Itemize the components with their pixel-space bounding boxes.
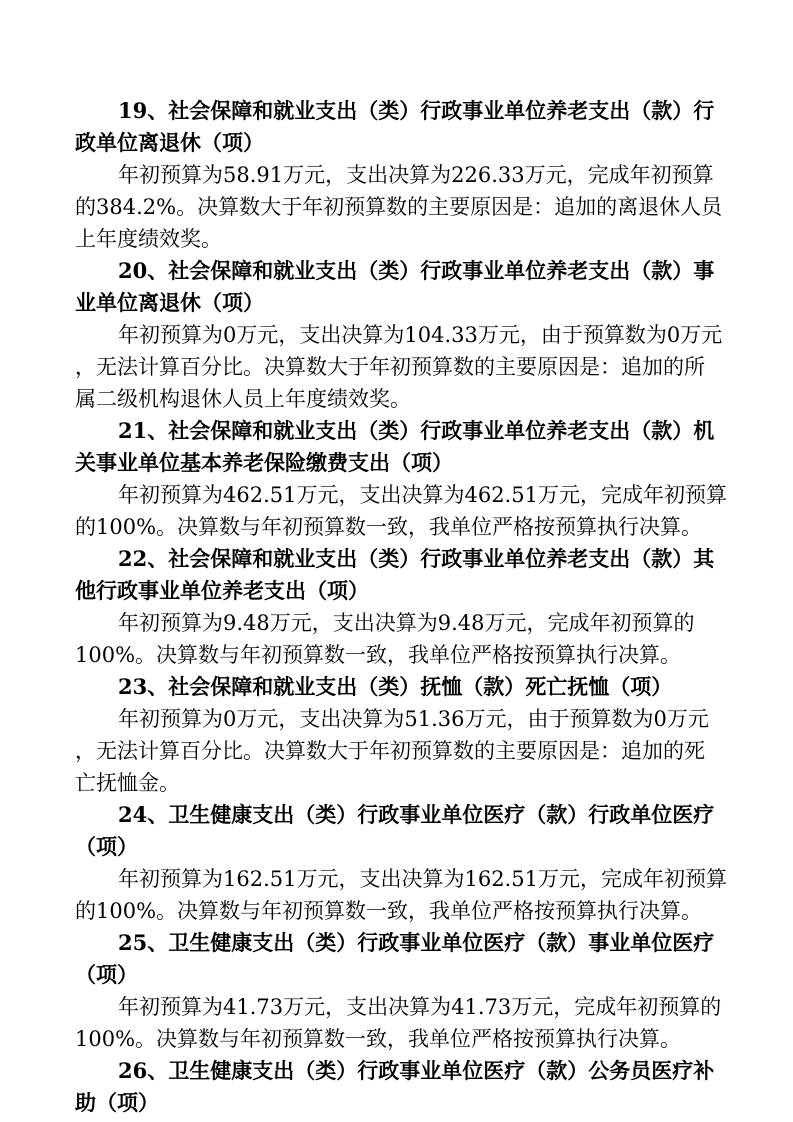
section-heading: 23、社会保障和就业支出（类）抚恤（款）死亡抚恤（项）	[118, 674, 673, 699]
paragraph-line: 100%。决算数与年初预算数一致，我单位严格按预算执行决算。	[75, 643, 682, 667]
section-heading-continuation: （项）	[75, 834, 138, 859]
paragraph-line: 亡抚恤金。	[75, 771, 180, 795]
section-heading: 19、社会保障和就业支出（类）行政事业单位养老支出（款）行	[118, 98, 715, 123]
paragraph-line: 的384.2%。决算数大于年初预算数的主要原因是：追加的离退休人员	[75, 195, 723, 219]
paragraph-line: ，无法计算百分比。决算数大于年初预算数的主要原因是：追加的死	[75, 739, 705, 763]
section-heading-continuation: 关事业单位基本养老保险缴费支出（项）	[75, 450, 453, 475]
paragraph-line: 属二级机构退休人员上年度绩效奖。	[75, 387, 411, 411]
paragraph-line: 的100%。决算数与年初预算数一致，我单位严格按预算执行决算。	[75, 899, 703, 923]
paragraph-line: ，无法计算百分比。决算数大于年初预算数的主要原因是：追加的所	[75, 355, 705, 379]
section-heading: 26、卫生健康支出（类）行政事业单位医疗（款）公务员医疗补	[118, 1058, 715, 1083]
section-heading-continuation: 助（项）	[75, 1090, 159, 1115]
paragraph-line: 上年度绩效奖。	[75, 227, 222, 251]
section-heading: 21、社会保障和就业支出（类）行政事业单位养老支出（款）机	[118, 418, 715, 443]
section-heading: 20、社会保障和就业支出（类）行政事业单位养老支出（款）事	[118, 258, 715, 283]
paragraph-line: 年初预算为0万元，支出决算为104.33万元，由于预算数为0万元	[118, 323, 723, 347]
section-heading-continuation: 他行政事业单位养老支出（项）	[75, 578, 369, 603]
section-heading: 22、社会保障和就业支出（类）行政事业单位养老支出（款）其	[118, 546, 715, 571]
section-heading-continuation: （项）	[75, 962, 138, 987]
paragraph-line: 100%。决算数与年初预算数一致，我单位严格按预算执行决算。	[75, 1027, 682, 1051]
paragraph-line: 年初预算为0万元，支出决算为51.36万元，由于预算数为0万元	[118, 707, 709, 731]
section-heading-continuation: 业单位离退休（项）	[75, 290, 264, 315]
paragraph-line: 的100%。决算数与年初预算数一致，我单位严格按预算执行决算。	[75, 515, 703, 539]
section-heading: 24、卫生健康支出（类）行政事业单位医疗（款）行政单位医疗	[118, 802, 715, 827]
paragraph-line: 年初预算为162.51万元，支出决算为162.51万元，完成年初预算	[118, 867, 727, 891]
paragraph-line: 年初预算为41.73万元，支出决算为41.73万元，完成年初预算的	[118, 995, 722, 1019]
section-heading: 25、卫生健康支出（类）行政事业单位医疗（款）事业单位医疗	[118, 930, 715, 955]
paragraph-line: 年初预算为58.91万元，支出决算为226.33万元，完成年初预算	[118, 163, 714, 187]
section-heading-continuation: 政单位离退休（项）	[75, 130, 264, 155]
paragraph-line: 年初预算为462.51万元，支出决算为462.51万元，完成年初预算	[118, 483, 727, 507]
paragraph-line: 年初预算为9.48万元，支出决算为9.48万元，完成年初预算的	[118, 611, 695, 635]
